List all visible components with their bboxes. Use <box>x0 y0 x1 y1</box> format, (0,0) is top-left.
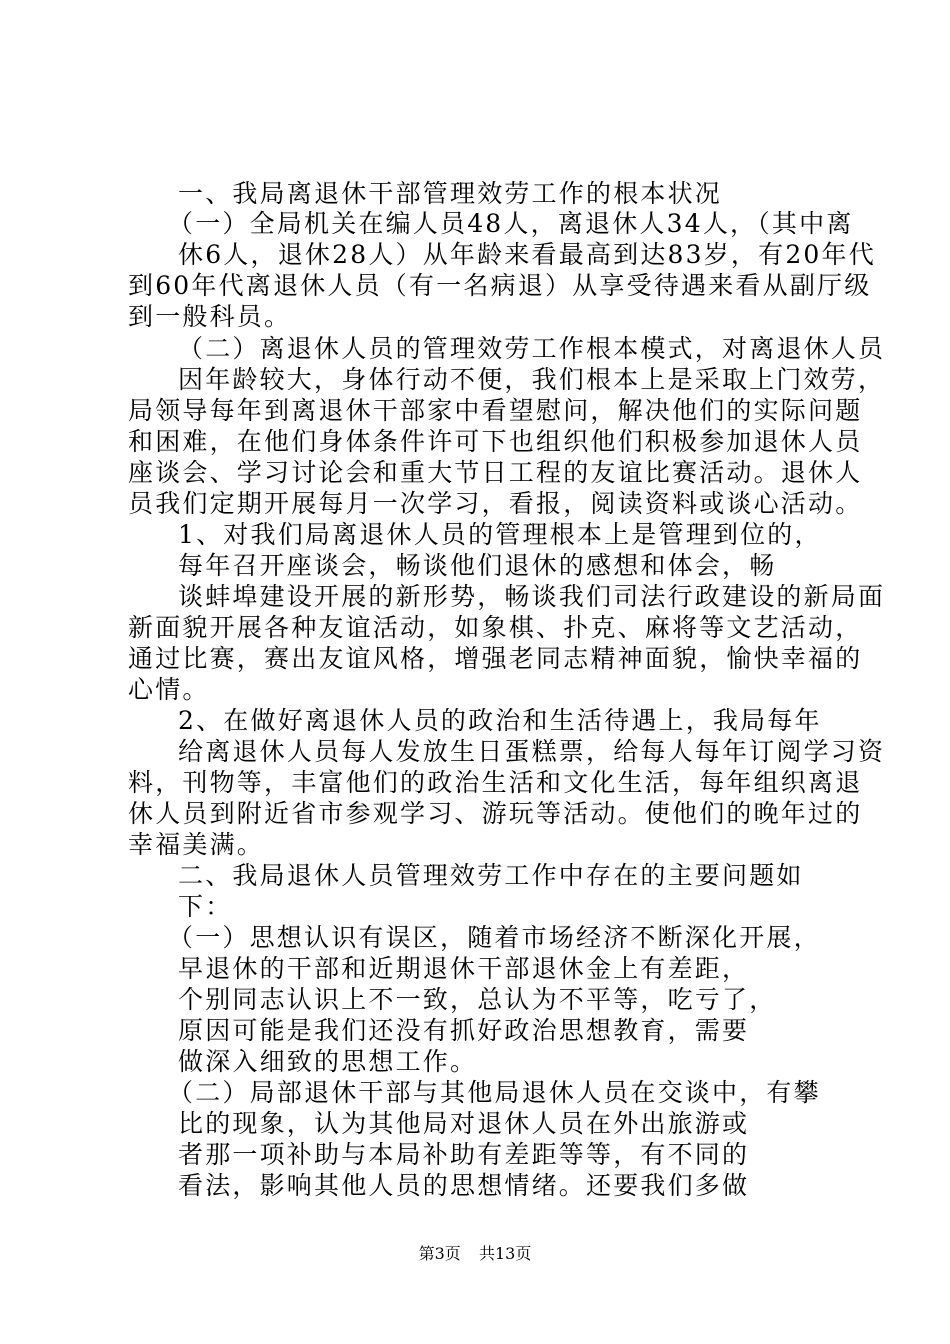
text-line: 比的现象，认为其他局对退休人员在外出旅游或 <box>178 1109 750 1138</box>
text-line: 每年召开座谈会，畅谈他们退休的感想和体会，畅 <box>178 551 777 580</box>
text-line: 局领导每年到离退休干部家中看望慰问，解决他们的实际问题 <box>128 396 863 425</box>
text-line: （二）离退休人员的管理效劳工作根本模式，对离退休人员 <box>178 334 886 363</box>
text-line: 谈蚌埠建设开展的新形势，畅谈我们司法行政建设的新局面 <box>178 582 886 611</box>
text-line: 者那一项补助与本局补助有差距等等，有不同的 <box>178 1140 750 1169</box>
text-line: 因年龄较大，身体行动不便，我们根本上是采取上门效劳， <box>178 365 886 394</box>
text-line: 通过比赛，赛出友谊风格，增强老同志精神面貌，愉快幸福的 <box>128 644 863 673</box>
text-line: 原因可能是我们还没有抓好政治思想教育，需要 <box>178 1016 750 1045</box>
text-line: 和困难，在他们身体条件许可下也组织他们积极参加退休人员 <box>128 427 863 456</box>
text-line: 心情。 <box>128 675 210 704</box>
text-line: 幸福美满。 <box>128 830 265 859</box>
page-number: 第3页 <box>418 1244 461 1263</box>
text-line: 休6人，退休28人）从年龄来看最高到达83岁，有20年代 <box>178 240 876 269</box>
text-line: 做深入细致的思想工作。 <box>178 1047 478 1076</box>
text-line: 2、在做好离退休人员的政治和生活待遇上，我局每年 <box>178 706 822 735</box>
page-total: 共13页 <box>479 1244 532 1263</box>
text-line: 看法，影响其他人员的思想情绪。还要我们多做 <box>178 1171 750 1200</box>
text-line: （一）思想认识有误区，随着市场经济不断深化开展， <box>168 923 821 952</box>
text-line: 1、对我们局离退休人员的管理根本上是管理到位的， <box>178 520 822 549</box>
text-line: 到一般科员。 <box>128 302 292 331</box>
text-line: （二）局部退休干部与其他局退休人员在交谈中，有攀 <box>168 1078 821 1107</box>
text-line: 给离退休人员每人发放生日蛋糕票，给每人每年订阅学习资 <box>178 737 886 766</box>
text-line: （一）全局机关在编人员48人，离退休人34人，（其中离 <box>168 209 854 238</box>
text-line: 员我们定期开展每月一次学习，看报，阅读资料或谈心活动。 <box>128 489 863 518</box>
text-line: 休人员到附近省市参观学习、游玩等活动。使他们的晚年过的 <box>128 799 863 828</box>
text-line: 二、我局退休人员管理效劳工作中存在的主要问题如 <box>178 861 804 890</box>
text-line: 早退休的干部和近期退休干部退休金上有差距， <box>178 954 750 983</box>
text-line: 下： <box>178 892 233 921</box>
text-line: 到60年代离退休人员（有一名病退）从享受待遇来看从副厅级 <box>128 271 872 300</box>
text-line: 料，刊物等，丰富他们的政治生活和文化生活，每年组织离退 <box>128 768 863 797</box>
text-line: 一、我局离退休干部管理效劳工作的根本状况 <box>178 179 723 208</box>
text-line: 座谈会、学习讨论会和重大节日工程的友谊比赛活动。退休人 <box>128 458 863 487</box>
page-footer <box>0 1244 950 1264</box>
text-line: 新面貌开展各种友谊活动，如象棋、扑克、麻将等文艺活动， <box>128 613 863 642</box>
text-line: 个别同志认识上不一致，总认为不平等，吃亏了， <box>178 985 777 1014</box>
